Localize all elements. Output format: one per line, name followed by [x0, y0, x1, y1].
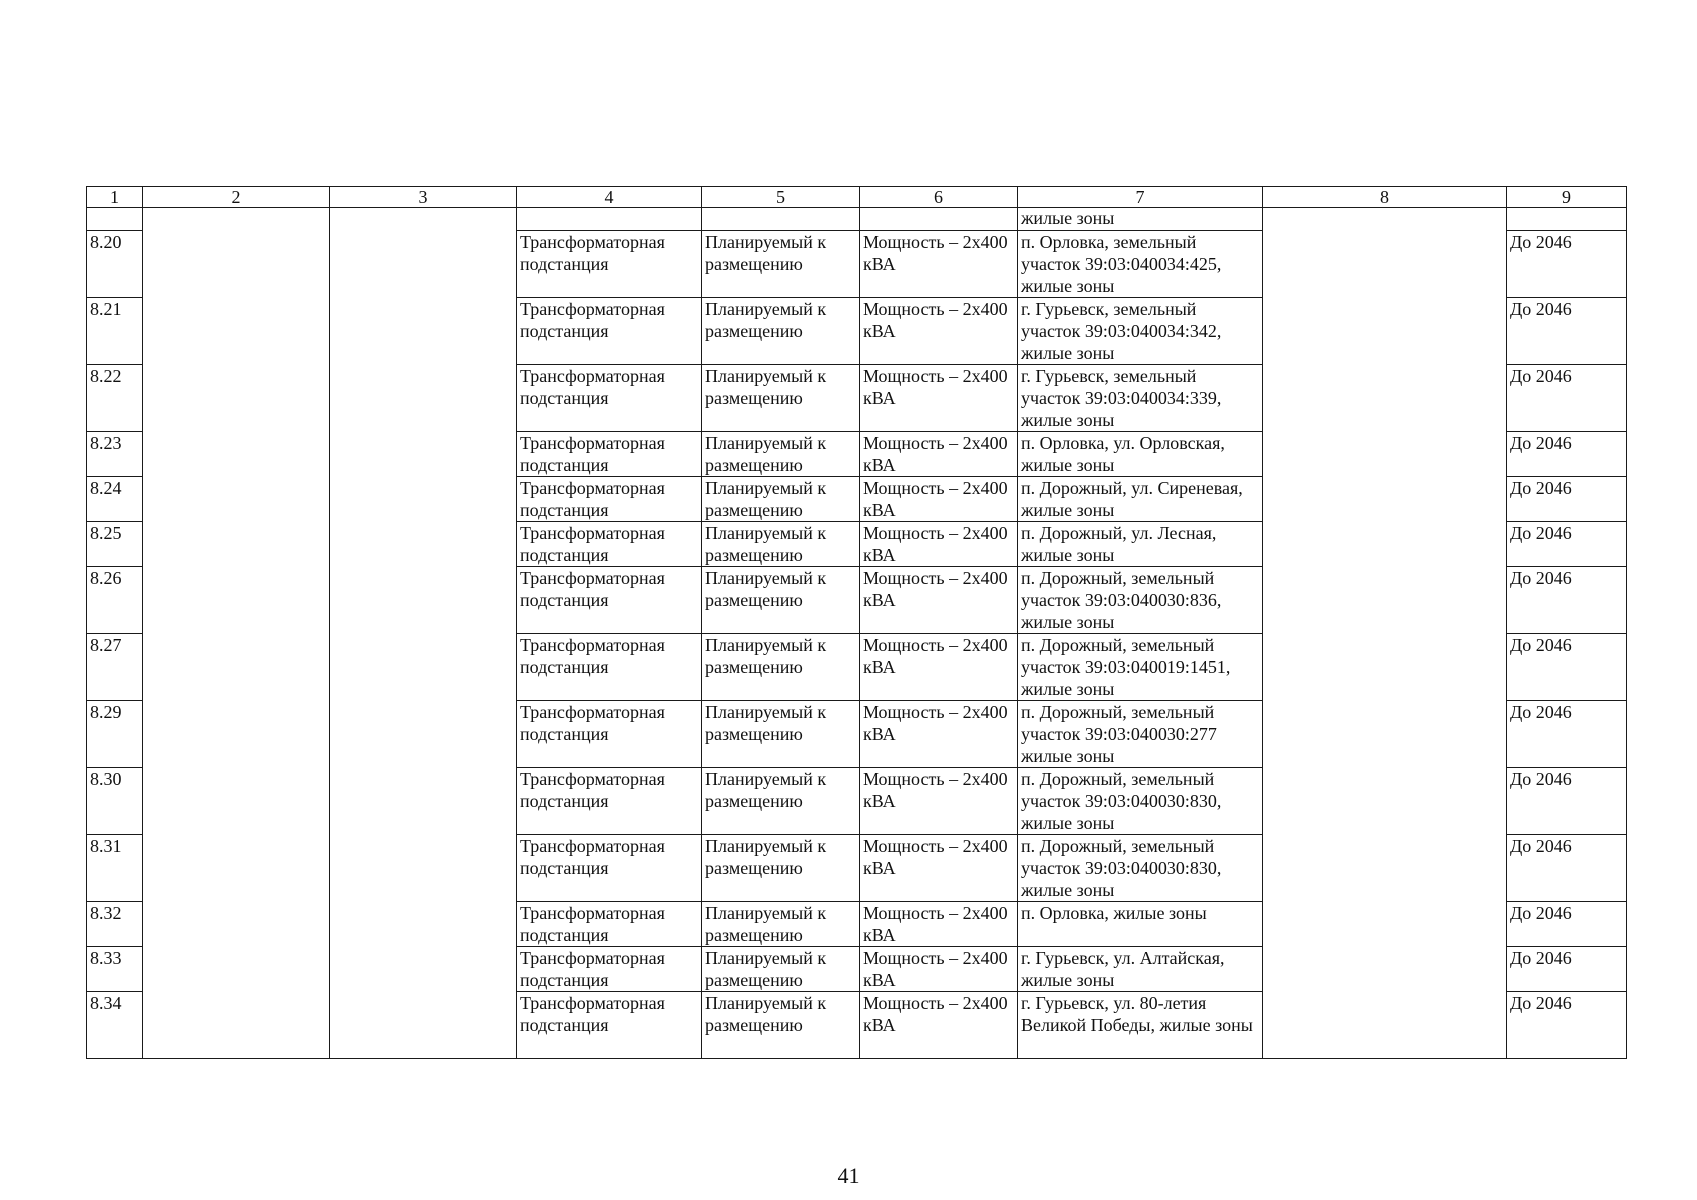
status-cell: Планируемый к размещению: [702, 365, 860, 432]
row-number-cell: 8.26: [87, 567, 143, 634]
capacity-cell: Мощность – 2х400 кВА: [860, 947, 1018, 992]
term-cell: До 2046: [1507, 432, 1627, 477]
object-name-cell: Трансформаторная подстанция: [517, 634, 702, 701]
status-cell: Планируемый к размещению: [702, 701, 860, 768]
location-cell: г. Гурьевск, земельный участок 39:03:040034:342, жилые зоны: [1018, 298, 1263, 365]
capacity-cell: Мощность – 2х400 кВА: [860, 231, 1018, 298]
column-number: 2: [143, 187, 330, 208]
location-cell: п. Дорожный, земельный участок 39:03:040030:830, жилые зоны: [1018, 835, 1263, 902]
column-number: 9: [1507, 187, 1627, 208]
location-cell: г. Гурьевск, земельный участок 39:03:040034:339, жилые зоны: [1018, 365, 1263, 432]
capacity-cell: Мощность – 2х400 кВА: [860, 298, 1018, 365]
column-number: 1: [87, 187, 143, 208]
object-name-cell: Трансформаторная подстанция: [517, 902, 702, 947]
carry-over-row: [87, 208, 1627, 231]
capacity-cell: Мощность – 2х400 кВА: [860, 634, 1018, 701]
table-cell: [860, 208, 1018, 231]
status-cell: Планируемый к размещению: [702, 567, 860, 634]
object-name-cell: Трансформаторная подстанция: [517, 365, 702, 432]
table-cell: [702, 208, 860, 231]
row-number-cell: 8.29: [87, 701, 143, 768]
term-cell: До 2046: [1507, 477, 1627, 522]
location-cell: п. Дорожный, ул. Лесная, жилые зоны: [1018, 522, 1263, 567]
column-number: 7: [1018, 187, 1263, 208]
term-cell: До 2046: [1507, 522, 1627, 567]
status-cell: Планируемый к размещению: [702, 231, 860, 298]
capacity-cell: Мощность – 2х400 кВА: [860, 522, 1018, 567]
row-number-cell: 8.21: [87, 298, 143, 365]
location-cell: жилые зоны: [1018, 208, 1263, 231]
capacity-cell: Мощность – 2х400 кВА: [860, 365, 1018, 432]
row-number-cell: 8.31: [87, 835, 143, 902]
status-cell: Планируемый к размещению: [702, 477, 860, 522]
object-name-cell: Трансформаторная подстанция: [517, 298, 702, 365]
object-name-cell: Трансформаторная подстанция: [517, 947, 702, 992]
status-cell: Планируемый к размещению: [702, 432, 860, 477]
column-number: 8: [1263, 187, 1507, 208]
object-name-cell: Трансформаторная подстанция: [517, 567, 702, 634]
location-cell: п. Орловка, жилые зоны: [1018, 902, 1263, 947]
term-cell: До 2046: [1507, 365, 1627, 432]
table-cell: [517, 208, 702, 231]
row-number-cell: 8.22: [87, 365, 143, 432]
location-cell: п. Дорожный, земельный участок 39:03:040030:830, жилые зоны: [1018, 768, 1263, 835]
location-cell: г. Гурьевск, ул. Алтайская, жилые зоны: [1018, 947, 1263, 992]
column-number: 3: [330, 187, 517, 208]
row-number-cell: 8.27: [87, 634, 143, 701]
row-number-cell: 8.23: [87, 432, 143, 477]
table-cell: [87, 208, 143, 231]
term-cell: До 2046: [1507, 701, 1627, 768]
term-cell: До 2046: [1507, 947, 1627, 992]
status-cell: Планируемый к размещению: [702, 522, 860, 567]
column-8-cell: [1263, 208, 1507, 1059]
column-number: 4: [517, 187, 702, 208]
term-cell: До 2046: [1507, 567, 1627, 634]
objects-table: [86, 186, 1627, 1059]
status-cell: Планируемый к размещению: [702, 992, 860, 1059]
location-cell: п. Дорожный, земельный участок 39:03:040019:1451, жилые зоны: [1018, 634, 1263, 701]
location-cell: п. Дорожный, ул. Сиреневая, жилые зоны: [1018, 477, 1263, 522]
term-cell: До 2046: [1507, 231, 1627, 298]
status-cell: Планируемый к размещению: [702, 902, 860, 947]
term-cell: До 2046: [1507, 902, 1627, 947]
object-name-cell: Трансформаторная подстанция: [517, 992, 702, 1059]
object-name-cell: Трансформаторная подстанция: [517, 432, 702, 477]
column-3-cell: [330, 208, 517, 1059]
column-number: 6: [860, 187, 1018, 208]
row-number-cell: 8.24: [87, 477, 143, 522]
status-cell: Планируемый к размещению: [702, 947, 860, 992]
capacity-cell: Мощность – 2х400 кВА: [860, 701, 1018, 768]
table-cell: [1507, 208, 1627, 231]
term-cell: До 2046: [1507, 298, 1627, 365]
term-cell: До 2046: [1507, 992, 1627, 1059]
location-cell: п. Орловка, земельный участок 39:03:040034:425, жилые зоны: [1018, 231, 1263, 298]
row-number-cell: 8.30: [87, 768, 143, 835]
object-name-cell: Трансформаторная подстанция: [517, 701, 702, 768]
location-cell: г. Гурьевск, ул. 80-летия Великой Победы, жилые зоны: [1018, 992, 1263, 1059]
location-cell: п. Дорожный, земельный участок 39:03:040030:277 жилые зоны: [1018, 701, 1263, 768]
capacity-cell: Мощность – 2х400 кВА: [860, 567, 1018, 634]
capacity-cell: Мощность – 2х400 кВА: [860, 768, 1018, 835]
capacity-cell: Мощность – 2х400 кВА: [860, 902, 1018, 947]
row-number-cell: 8.33: [87, 947, 143, 992]
status-cell: Планируемый к размещению: [702, 634, 860, 701]
location-cell: п. Дорожный, земельный участок 39:03:040030:836, жилые зоны: [1018, 567, 1263, 634]
status-cell: Планируемый к размещению: [702, 298, 860, 365]
row-number-cell: 8.32: [87, 902, 143, 947]
status-cell: Планируемый к размещению: [702, 768, 860, 835]
column-number: 5: [702, 187, 860, 208]
object-name-cell: Трансформаторная подстанция: [517, 231, 702, 298]
row-number-cell: 8.25: [87, 522, 143, 567]
status-cell: Планируемый к размещению: [702, 835, 860, 902]
page-number: 41: [837, 1163, 860, 1188]
object-name-cell: Трансформаторная подстанция: [517, 522, 702, 567]
term-cell: До 2046: [1507, 768, 1627, 835]
capacity-cell: Мощность – 2х400 кВА: [860, 835, 1018, 902]
column-number-row: [87, 187, 1627, 208]
object-name-cell: Трансформаторная подстанция: [517, 835, 702, 902]
term-cell: До 2046: [1507, 835, 1627, 902]
capacity-cell: Мощность – 2х400 кВА: [860, 992, 1018, 1059]
row-number-cell: 8.20: [87, 231, 143, 298]
term-cell: До 2046: [1507, 634, 1627, 701]
capacity-cell: Мощность – 2х400 кВА: [860, 432, 1018, 477]
location-cell: п. Орловка, ул. Орловская, жилые зоны: [1018, 432, 1263, 477]
object-name-cell: Трансформаторная подстанция: [517, 477, 702, 522]
column-2-cell: [143, 208, 330, 1059]
row-number-cell: 8.34: [87, 992, 143, 1059]
capacity-cell: Мощность – 2х400 кВА: [860, 477, 1018, 522]
object-name-cell: Трансформаторная подстанция: [517, 768, 702, 835]
